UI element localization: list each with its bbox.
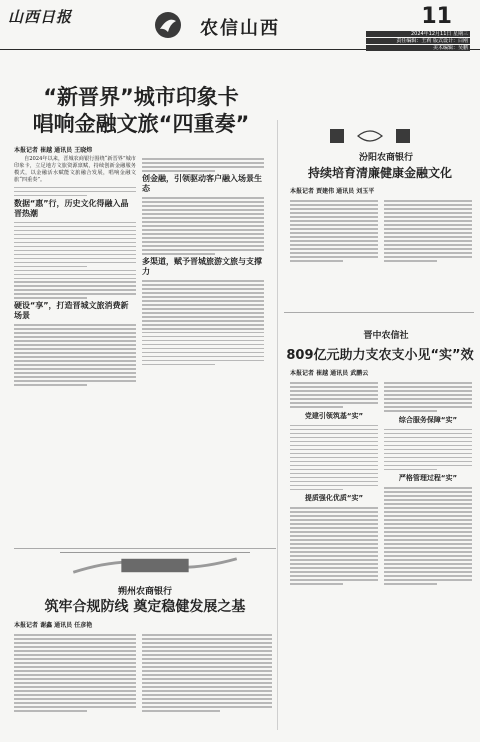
lead-column-1: [14, 156, 136, 388]
lead-intro: 自2024年以来，晋城农商银行围绕“新晋界”城市印象卡，立足地方文旅资源禀赋，持续创新金融服务模式，以金融活水赋能文旅融合发展，唱响金融文旅“四重奏”。: [14, 156, 136, 184]
masthead: [0, 0, 480, 50]
section-heading: 提质强化优质“实”: [304, 494, 364, 503]
page-number: 11: [421, 4, 452, 29]
edition-line: 责任编辑：王莉 版式设计：白刚: [366, 38, 470, 44]
right-top-subhead: 汾阳农商银行: [358, 153, 413, 163]
edition-line: 2024年12月11日 星期三: [366, 31, 470, 37]
edition-line: 美术编辑：吴鹏: [366, 45, 470, 51]
right-top-column-1: [290, 198, 378, 264]
bottom-left-column-2: [142, 632, 272, 714]
section-heading: 创金融，引领驱动客户融入场景生态: [142, 174, 262, 194]
section-heading: 数据“惠”行，历史文化得融入晶晋热潮: [14, 198, 129, 218]
column-divider: [277, 120, 278, 730]
section-heading: 综合服务保障“实”: [398, 415, 458, 424]
clean-credit-banner-icon: [330, 126, 410, 146]
bottom-left-headline: 筑牢合规防线 奠定稳健发展之基: [44, 599, 246, 615]
section-title: 农信山西: [200, 18, 280, 39]
section-heading: 党建引领筑基“实”: [304, 411, 364, 420]
right-bottom-column-2: [384, 380, 472, 587]
right-bottom-headline: 809亿元助力支农支小见“实”效: [286, 348, 474, 363]
rural-credit-logo-icon: [150, 10, 186, 40]
right-top-column-2: [384, 198, 472, 264]
paper-name: 山西日报: [8, 8, 73, 26]
lead-column-2: [142, 156, 264, 368]
right-bottom-byline: 本报记者 崔越 通讯员 武鹏云: [290, 370, 369, 377]
compliance-banner-icon: [60, 552, 250, 578]
section-divider: [14, 548, 276, 549]
section-heading: 多渠道，赋予晋城旅游文旅与支撑力: [142, 257, 262, 277]
lead-byline: 本报记者 崔越 通讯员 王晓炜: [14, 147, 93, 154]
bottom-left-subhead: 朔州农商银行: [117, 587, 172, 597]
right-divider: [284, 312, 474, 313]
right-top-headline: 持续培育清廉健康金融文化: [307, 166, 452, 180]
lead-headline: [22, 84, 260, 138]
right-top-byline: 本报记者 贾建伟 通讯员 刘玉平: [290, 188, 375, 195]
bottom-left-byline: 本报记者 谢鑫 通讯员 任彦艳: [14, 622, 93, 629]
bottom-left-column-1: [14, 632, 136, 714]
right-bottom-subhead: 晋中农信社: [363, 331, 409, 341]
section-heading: 严格管理过程“实”: [398, 474, 458, 483]
lead-headline-line2: 唱响金融文旅“四重奏”: [32, 112, 250, 136]
section-heading: 硬设“享”，打造晋城文旅消费新场景: [14, 301, 129, 321]
lead-headline-line1: “新晋界”城市印象卡: [43, 85, 239, 109]
right-bottom-column-1: [290, 380, 378, 587]
edition-info: [366, 30, 470, 51]
